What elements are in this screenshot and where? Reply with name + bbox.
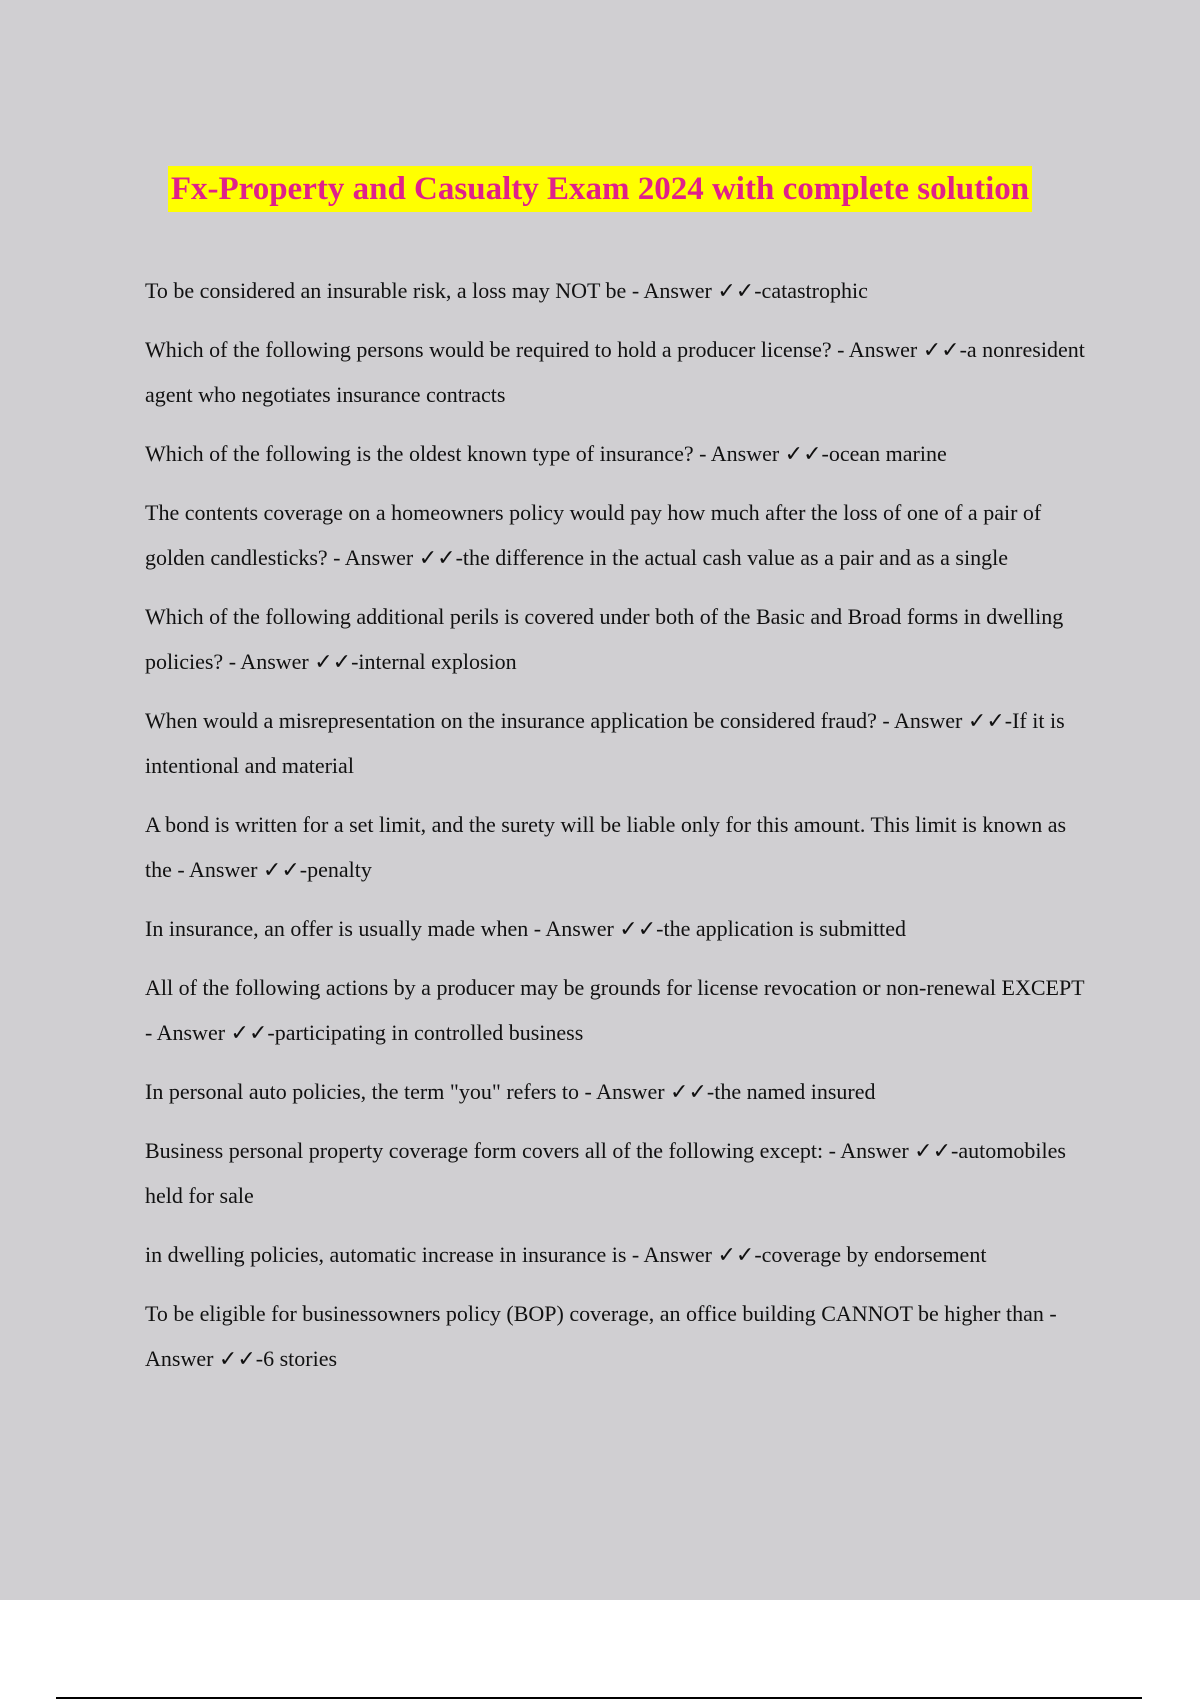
qa-item: in dwelling policies, automatic increase in insurance is - Answer ✓✓-coverage by endorsement (145, 1242, 987, 1267)
qa-item: All of the following actions by a producer may be grounds for license revocation or non-renewal EXCEPT - Answer ✓✓-participating in controlled business (145, 975, 1085, 1045)
title-container (0, 166, 1200, 212)
bottom-divider (56, 1697, 1142, 1699)
document-title: Fx-Property and Casualty Exam 2024 with complete solution (168, 166, 1032, 212)
question-answer-list (145, 268, 1095, 1395)
qa-item: Business personal property coverage form covers all of the following except: - Answer ✓✓-automobiles held for sale (145, 1138, 1066, 1208)
qa-item: To be considered an insurable risk, a loss may NOT be - Answer ✓✓-catastrophic (145, 278, 868, 303)
qa-item: Which of the following is the oldest known type of insurance? - Answer ✓✓-ocean marine (145, 441, 947, 466)
qa-item: When would a misrepresentation on the insurance application be considered fraud? - Answer ✓✓-If it is intentional and material (145, 708, 1065, 778)
qa-item: Which of the following persons would be required to hold a producer license? - Answer ✓✓-a nonresident agent who negotiates insurance contracts (145, 337, 1085, 407)
qa-item: The contents coverage on a homeowners policy would pay how much after the loss of one of a pair of golden candlesticks? - Answer ✓✓-the difference in the actual cash value as a pair and as a single (145, 500, 1042, 570)
qa-item: In insurance, an offer is usually made when - Answer ✓✓-the application is submitted (145, 916, 907, 941)
next-page-preview (0, 1600, 1200, 1700)
qa-item: Which of the following additional perils is covered under both of the Basic and Broad forms in dwelling policies? - Answer ✓✓-internal explosion (145, 604, 1064, 674)
qa-item: To be eligible for businessowners policy (BOP) coverage, an office building CANNOT be higher than - Answer ✓✓-6 stories (145, 1301, 1057, 1371)
qa-item: In personal auto policies, the term "you" refers to - Answer ✓✓-the named insured (145, 1079, 876, 1104)
qa-item: A bond is written for a set limit, and the surety will be liable only for this amount. This limit is known as the - Answer ✓✓-penalty (145, 812, 1067, 882)
